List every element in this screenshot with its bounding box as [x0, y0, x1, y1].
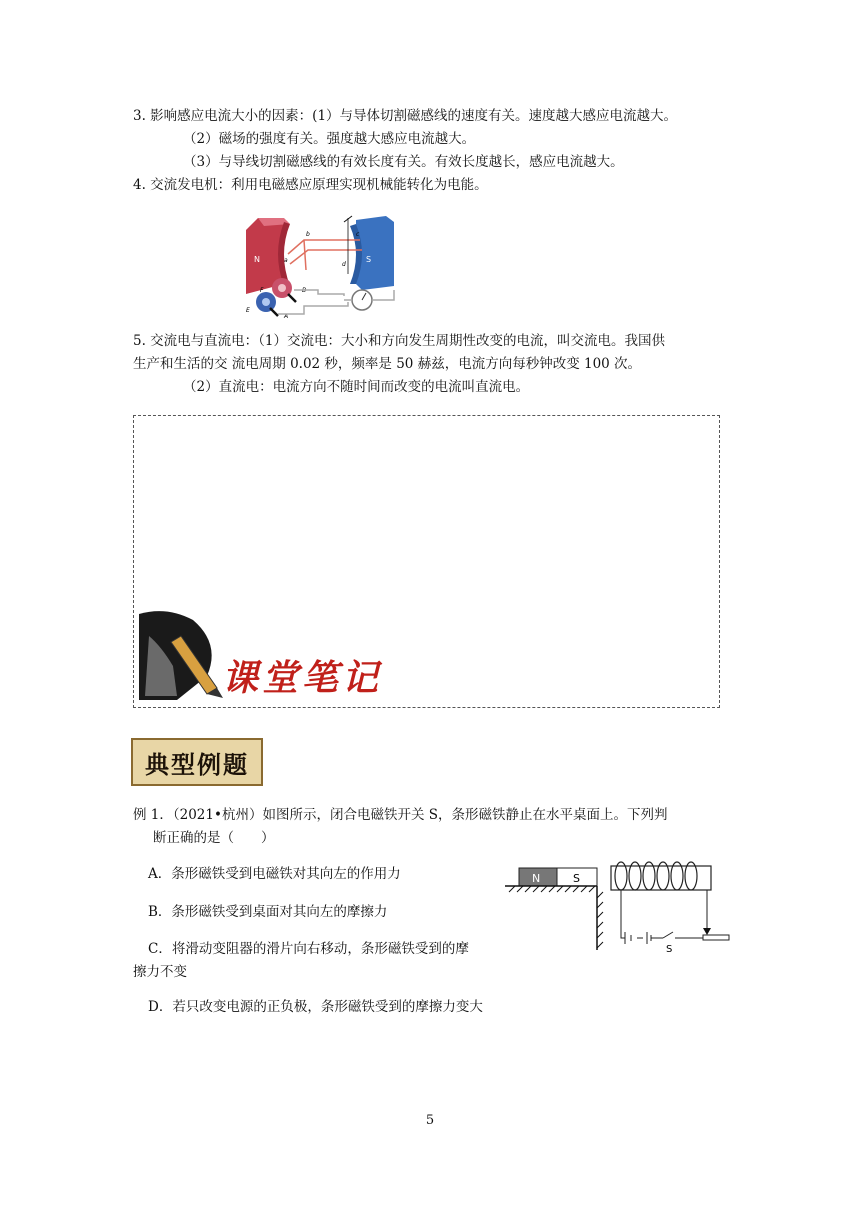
- label-s2: S: [573, 872, 580, 885]
- example1-stem-line2: 断正确的是（ ）: [153, 830, 275, 846]
- item5-line2: 生产和生活的交 流电周期 0.02 秒，频率是 50 赫兹，电流方向每秒钟改变 100 次。: [133, 356, 642, 372]
- switch-icon[interactable]: [663, 932, 673, 938]
- electromagnet-diagram: [503, 858, 731, 954]
- label-n2: N: [532, 872, 541, 885]
- item5-line1: 5. 交流电与直流电：（1）交流电：大小和方向发生周期性改变的电流，叫交流电。我国供: [133, 333, 666, 349]
- label-d: d: [342, 261, 346, 268]
- examples-banner-text: 典型例题: [145, 749, 249, 779]
- notes-title: 课堂笔记: [222, 657, 383, 699]
- item3-line2: （2）磁场的强度有关。强度越大感应电流越大。: [183, 131, 476, 147]
- label-B: B: [302, 287, 307, 294]
- option-c-line1[interactable]: C．将滑动变阻器的滑片向右移动，条形磁铁受到的摩: [148, 941, 469, 957]
- label-e: E: [246, 307, 250, 314]
- label-f: F: [260, 287, 264, 294]
- rheostat-icon[interactable]: [703, 935, 729, 940]
- option-b[interactable]: B．条形磁铁受到桌面对其向左的摩擦力: [148, 904, 388, 920]
- option-a[interactable]: A．条形磁铁受到电磁铁对其向左的作用力: [148, 866, 401, 882]
- label-A: A: [284, 313, 289, 320]
- label-s: S: [366, 255, 372, 264]
- item5-line3: （2）直流电：电流方向不随时间而改变的电流叫直流电。: [183, 379, 530, 395]
- item4-text: 4. 交流发电机：利用电磁感应原理实现机械能转化为电能。: [133, 177, 488, 193]
- label-b: b: [306, 231, 310, 238]
- generator-diagram: [244, 214, 400, 320]
- label-n: N: [254, 255, 260, 264]
- label-c: c: [356, 231, 360, 238]
- label-switch: S: [666, 944, 673, 954]
- label-a: a: [284, 257, 288, 264]
- example1-stem-line1: 例 1．（2021•杭州）如图所示，闭合电磁铁开关 S，条形磁铁静止在水平桌面上。下列判: [133, 807, 668, 823]
- item3-line1: 3. 影响感应电流大小的因素：(1）与导体切割磁感线的速度有关。速度越大感应电流越大。: [133, 108, 678, 124]
- item3-line3: （3）与导线切割磁感线的有效长度有关。有效长度越长，感应电流越大。: [183, 154, 624, 170]
- slider-arrow-icon[interactable]: [703, 928, 711, 935]
- examples-banner: [131, 738, 263, 786]
- option-d[interactable]: D．若只改变电源的正负极，条形磁铁受到的摩擦力变大: [148, 999, 483, 1015]
- page-number: 5: [425, 1113, 435, 1128]
- option-c-line2[interactable]: 擦力不变: [133, 964, 187, 980]
